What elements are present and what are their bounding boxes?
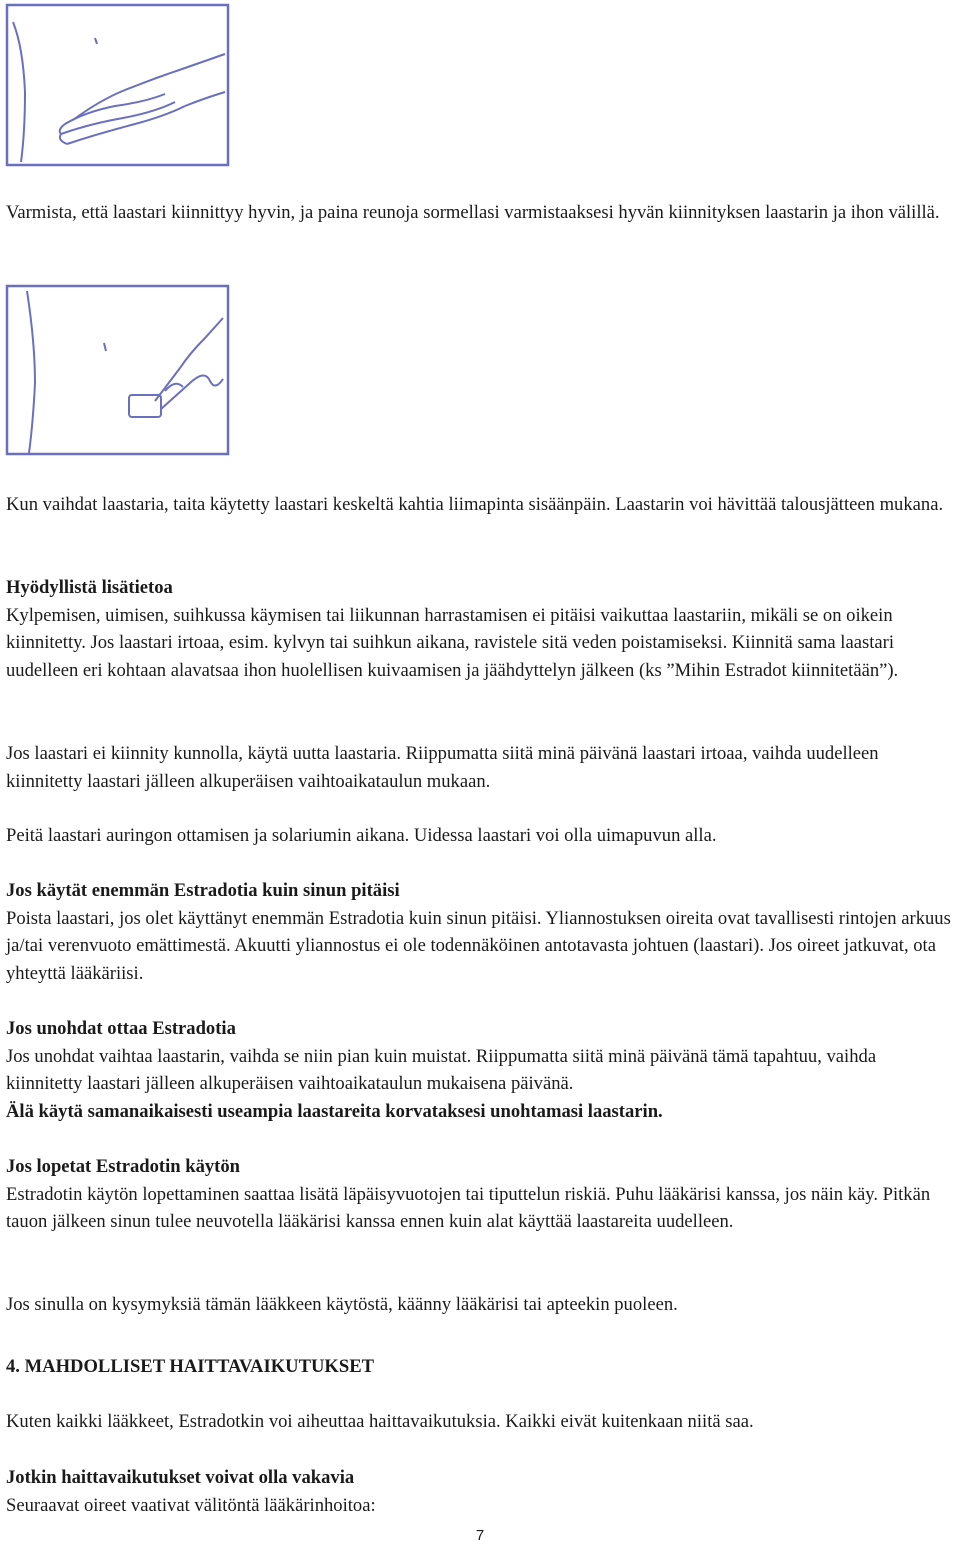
section-heading: 4. MAHDOLLISET HAITTAVAIKUTUKSET (6, 1356, 375, 1377)
hand-press-icon (5, 2, 230, 167)
paragraph: Jos unohdat vaihtaa laastarin, vaihda se niin pian kuin muistat. Riippumatta siitä minä päivänä tämä tapahtuu, vaihda kiinnitetty laastari jälleen alkuperäisen vaihtoaikataulun mukaisena päivänä. (6, 1045, 877, 1095)
section-heading: Jos unohdat ottaa Estradotia (6, 1018, 236, 1039)
overdose-section (6, 877, 954, 987)
warning-text: Älä käytä samanaikaisesti useampia laastareita korvataksesi unohtamasi laastarin. (6, 1100, 663, 1122)
serious-side-effects-section (6, 1464, 954, 1519)
section-heading: Jos käytät enemmän Estradotia kuin sinun pitäisi (6, 880, 400, 901)
paragraph: Estradotin käytön lopettaminen saattaa lisätä läpäisyvuotojen tai tiputtelun riskiä. Puhu lääkärisi kanssa, jos näin käy. Pitkän tauon jälkeen sinun tulee neuvotella lääkärisi kanssa ennen kuin alat käyttää laastareita uudelleen. (6, 1183, 931, 1233)
patch-not-sticking-paragraph (6, 740, 954, 795)
hand-remove-icon (5, 283, 230, 457)
useful-info-section (6, 574, 954, 684)
section-heading: Jotkin haittavaikutukset voivat olla vakavia (6, 1467, 355, 1488)
paragraph: Kuten kaikki lääkkeet, Estradotkin voi aiheuttaa haittavaikutuksia. Kaikki eivät kuitenkaan niitä saa. (6, 1411, 754, 1432)
side-effects-intro (6, 1408, 954, 1436)
paragraph: Kun vaihdat laastaria, taita käytetty laastari keskeltä kahtia liimapinta sisäänpäin. Laastarin voi hävittää talousjätteen mukana. (6, 494, 944, 515)
questions-paragraph (6, 1291, 954, 1319)
paragraph: Varmista, että laastari kiinnittyy hyvin, ja paina reunoja sormellasi varmistaaksesi hyvän kiinnityksen laastarin ja ihon välillä. (6, 202, 940, 223)
hand-pressing-patch-illustration (5, 2, 230, 167)
paragraph: Peitä laastari auringon ottamisen ja solariumin aikana. Uidessa laastari voi olla uimapuvun alla. (6, 825, 717, 846)
section-heading: Jos lopetat Estradotin käytön (6, 1156, 240, 1177)
stopping-treatment-section (6, 1153, 954, 1236)
paragraph: Jos sinulla on kysymyksiä tämän lääkkeen käytöstä, käänny lääkärisi tai apteekin puoleen. (6, 1294, 678, 1315)
patch-disposal-instruction (6, 491, 954, 519)
paragraph: Kylpemisen, uimisen, suihkussa käymisen tai liikunnan harrastamisen ei pitäisi vaikuttaa laastariin, mikäli se on oikein kiinnitetty. Jos laastari irtoaa, esim. kylvyn tai suihkun aikana, ravistele sitä veden poistamiseksi. Kiinnitä sama laastari uudelleen eri kohtaan alavatsaa ihon huolellisen kuivaamisen ja jäähdyttelyn jälkeen (ks ”Mihin Estradot kiinnitetään”). (6, 604, 899, 681)
patch-adhesion-instruction (6, 199, 954, 227)
paragraph: Poista laastari, jos olet käyttänyt enemmän Estradotia kuin sinun pitäisi. Yliannostuksen oireita ovat tavallisesti rintojen arkuus ja/tai verenvuoto emättimestä. Akuutti yliannostus ei ole todennäköinen antotavasta johtuen (laastari). Jos oireet jatkuvat, ota yhteyttä lääkäriisi. (6, 907, 951, 984)
side-effects-section (6, 1353, 954, 1381)
section-heading: Hyödyllistä lisätietoa (6, 577, 173, 598)
missed-dose-section (6, 1015, 954, 1125)
paragraph: Jos laastari ei kiinnity kunnolla, käytä uutta laastaria. Riippumatta siitä minä päivänä laastari irtoaa, vaihda uudelleen kiinnitetty laastari jälleen alkuperäisen vaihtoaikataulun mukaan. (6, 743, 879, 792)
hand-removing-patch-illustration (5, 283, 230, 457)
sun-protection-paragraph (6, 822, 954, 850)
page-number: 7 (475, 1527, 485, 1544)
paragraph: Seuraavat oireet vaativat välitöntä lääkärinhoitoa: (6, 1494, 376, 1516)
